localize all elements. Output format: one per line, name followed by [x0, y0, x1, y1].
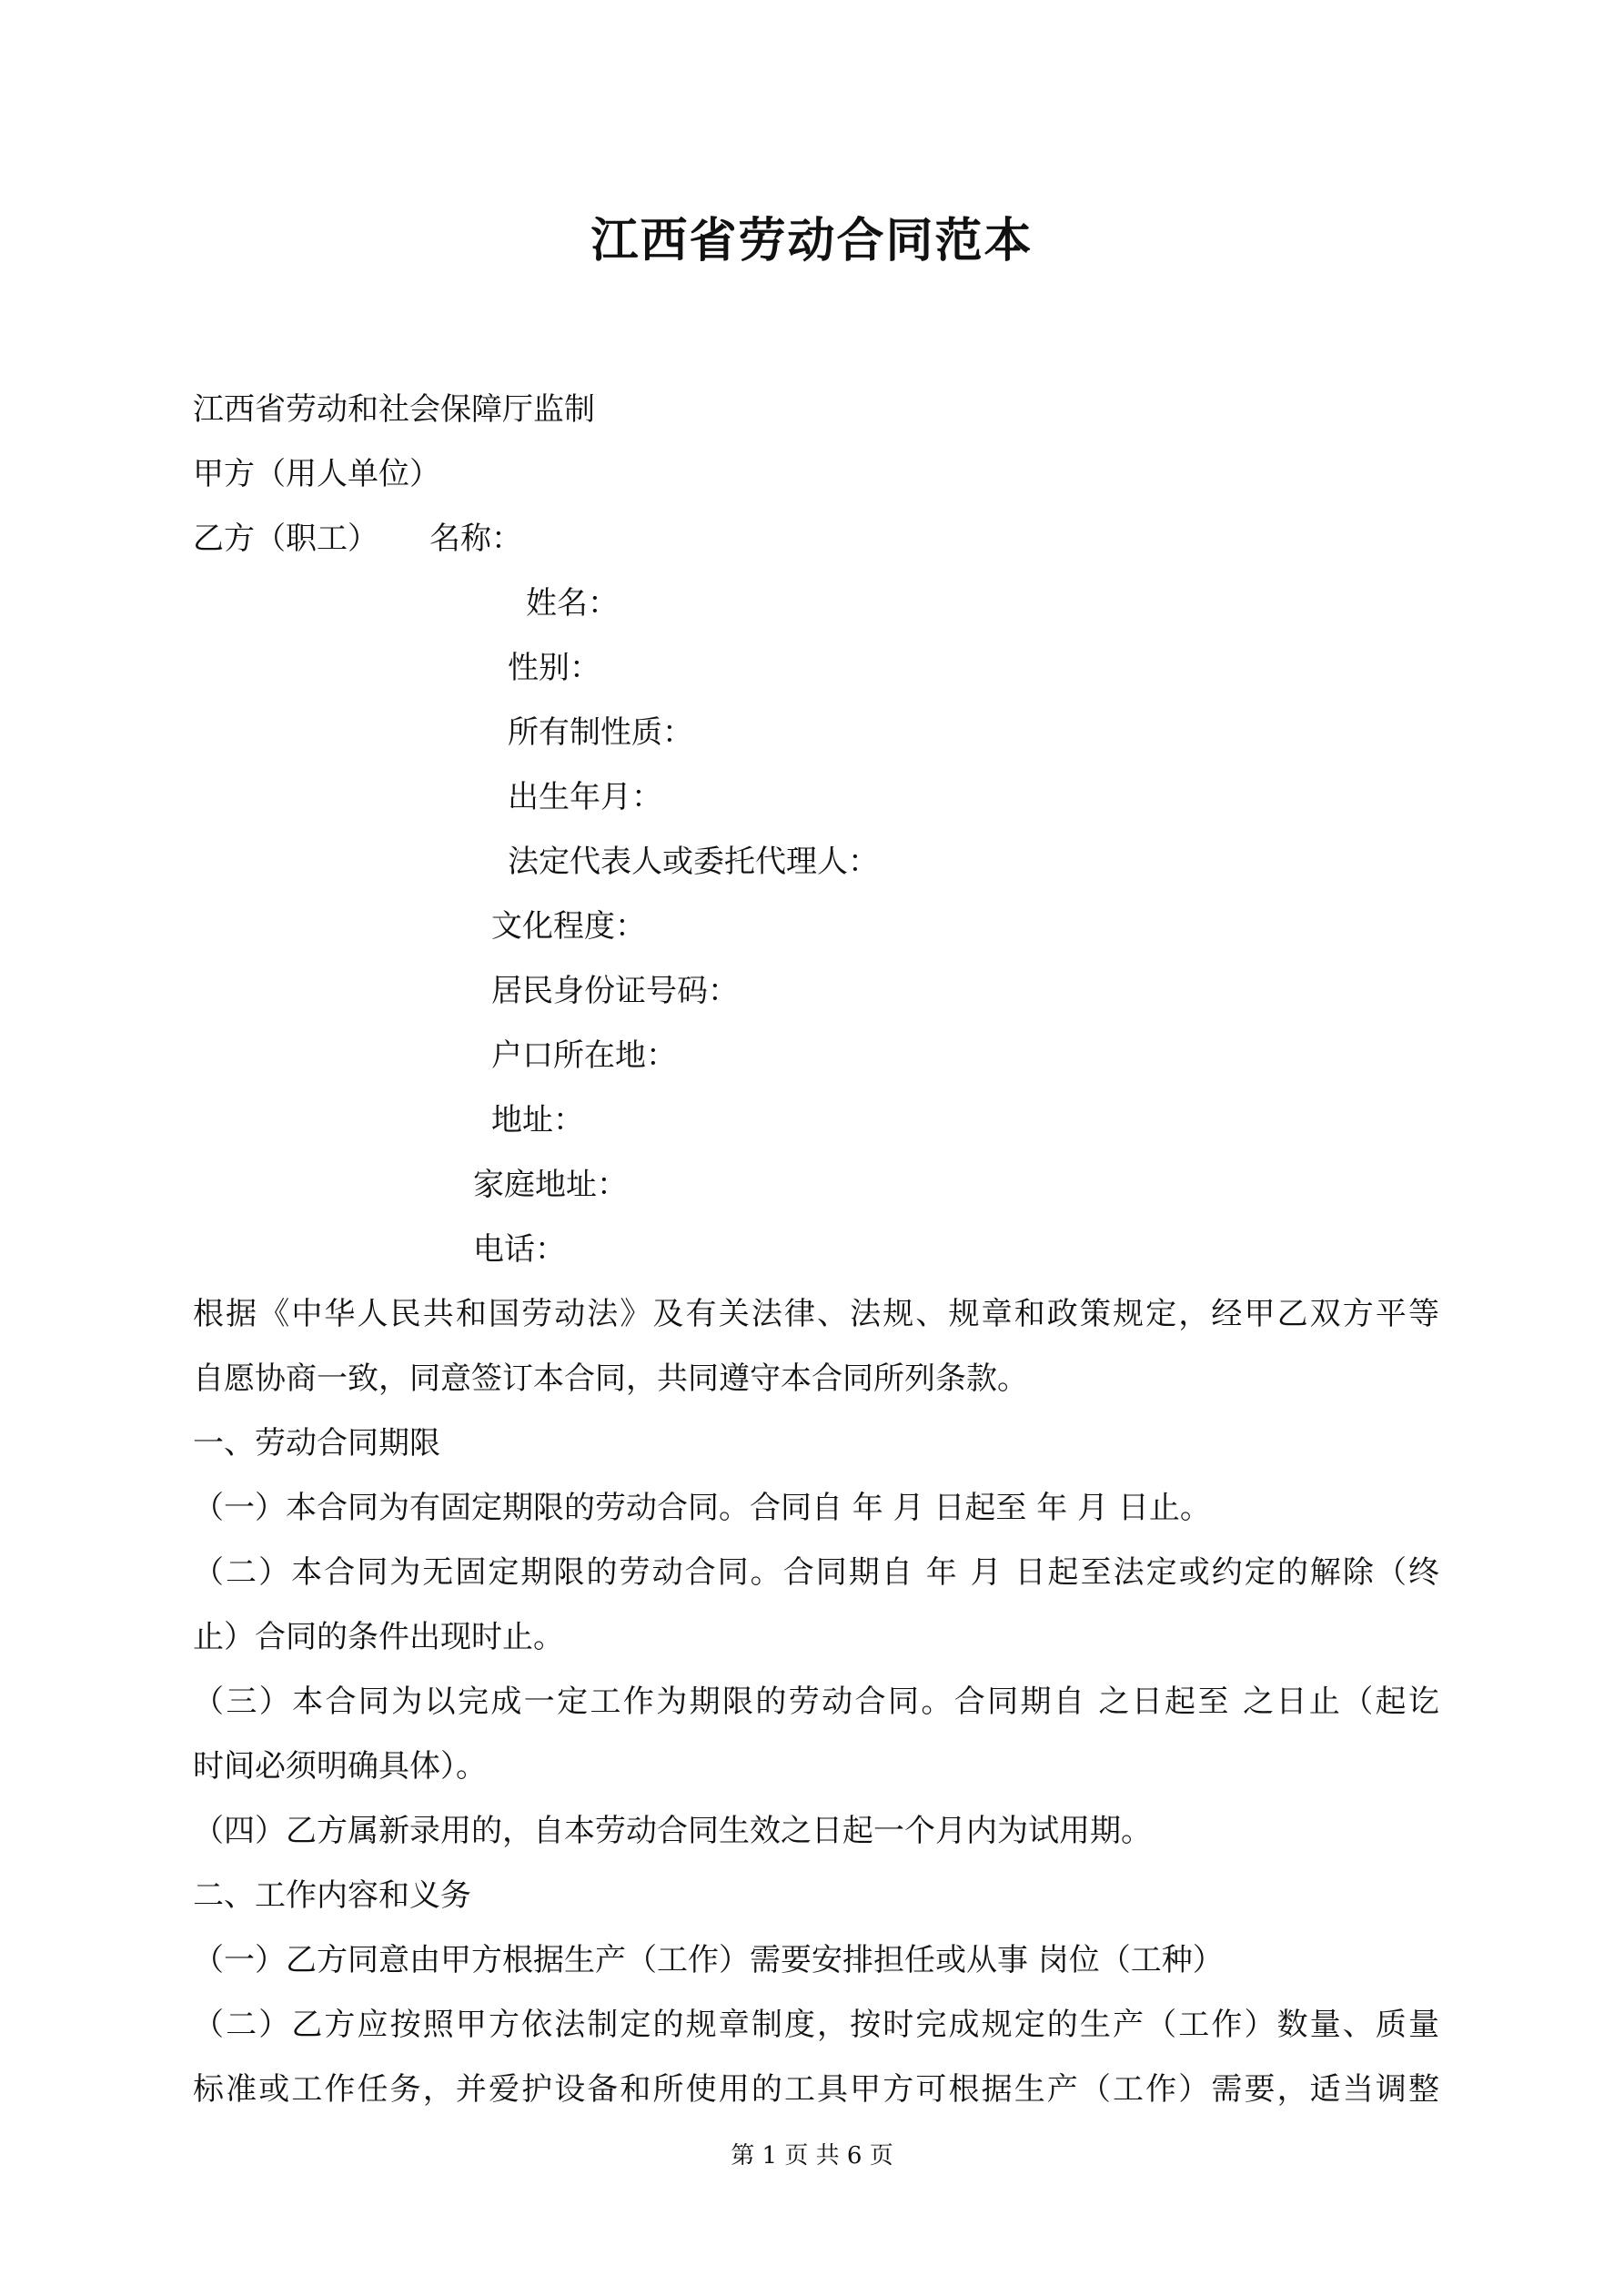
field-education: 文化程度：	[491, 908, 646, 945]
field-name: 姓名：	[526, 585, 619, 622]
field-legal-rep: 法定代表人或委托代理人：	[508, 844, 879, 880]
supervisor-line: 江西省劳动和社会保障厅监制	[193, 391, 595, 428]
party-b-label: 乙方（职工）	[193, 521, 378, 557]
field-phone: 电话：	[473, 1231, 566, 1268]
party-a-line: 甲方（用人单位）	[193, 456, 440, 492]
page-number-footer: 第 1 页 共 6 页	[731, 2142, 893, 2170]
field-birth: 出生年月：	[508, 779, 662, 815]
section1-item3-line1: （三）本合同为以完成一定工作为期限的劳动合同。合同期自 之日起至 之日止（起讫	[193, 1684, 1439, 1720]
field-home-address: 家庭地址：	[473, 1167, 628, 1203]
section1-item1: （一）本合同为有固定期限的劳动合同。合同自 年 月 日起至 年 月 日止。	[193, 1490, 1211, 1526]
section1-item2-line2: 止）合同的条件出现时止。	[193, 1619, 564, 1655]
section2-item2-line1: （二）乙方应按照甲方依法制定的规章制度，按时完成规定的生产（工作）数量、质量	[193, 2007, 1439, 2043]
section1-item4: （四）乙方属新录用的，自本劳动合同生效之日起一个月内为试用期。	[193, 1813, 1152, 1849]
section1-heading: 一、劳动合同期限	[193, 1425, 440, 1462]
party-b-name-label: 名称：	[429, 521, 522, 557]
section1-item3-line2: 时间必须明确具体）。	[193, 1748, 487, 1785]
party-b-line	[193, 517, 522, 561]
field-id-number: 居民身份证号码：	[491, 973, 739, 1009]
field-hukou: 户口所在地：	[491, 1037, 677, 1074]
section2-heading: 二、工作内容和义务	[193, 1877, 471, 1914]
document-title: 江西省劳动合同范本	[590, 213, 1034, 268]
preamble-line-2: 自愿协商一致，同意签订本合同，共同遵守本合同所列条款。	[193, 1360, 1028, 1397]
field-address: 地址：	[491, 1102, 584, 1138]
section2-item2-line2: 标准或工作任务，并爱护设备和所使用的工具甲方可根据生产（工作）需要，适当调整	[193, 2071, 1439, 2108]
field-ownership: 所有制性质：	[508, 714, 693, 751]
field-gender: 性别：	[508, 650, 600, 686]
section2-item1: （一）乙方同意由甲方根据生产（工作）需要安排担任或从事 岗位（工种）	[193, 1942, 1224, 1978]
preamble-line-1: 根据《中华人民共和国劳动法》及有关法律、法规、规章和政策规定，经甲乙双方平等	[193, 1296, 1439, 1332]
section1-item2-line1: （二）本合同为无固定期限的劳动合同。合同期自 年 月 日起至法定或约定的解除（终	[193, 1554, 1439, 1591]
